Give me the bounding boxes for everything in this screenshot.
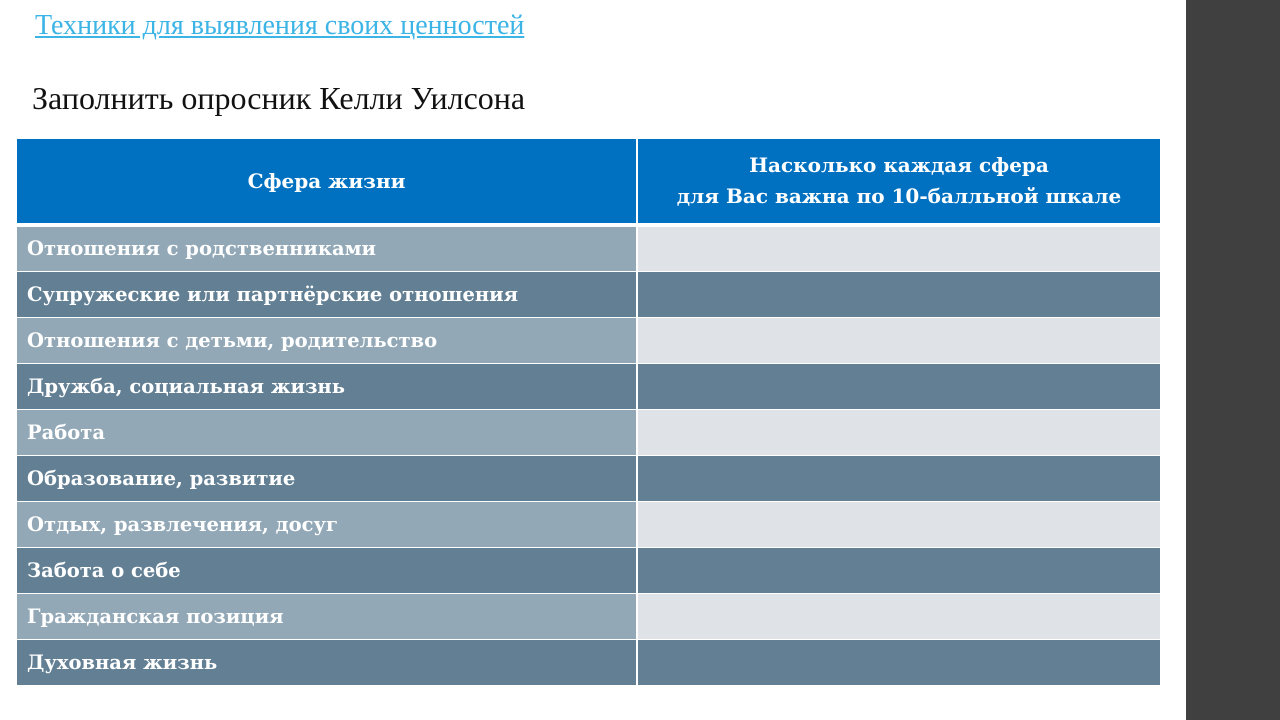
sphere-cell: Отдых, развлечения, досуг bbox=[17, 501, 637, 547]
table-row bbox=[17, 639, 1160, 685]
table-row bbox=[17, 409, 1160, 455]
score-cell[interactable] bbox=[637, 317, 1160, 363]
score-cell[interactable] bbox=[637, 593, 1160, 639]
sphere-cell: Духовная жизнь bbox=[17, 639, 637, 685]
score-cell[interactable] bbox=[637, 455, 1160, 501]
side-panel bbox=[1186, 0, 1280, 720]
table-row bbox=[17, 501, 1160, 547]
sphere-cell: Отношения с детьми, родительство bbox=[17, 317, 637, 363]
score-cell[interactable] bbox=[637, 225, 1160, 271]
table-row bbox=[17, 547, 1160, 593]
kelly-wilson-questionnaire-table bbox=[17, 139, 1160, 686]
score-cell[interactable] bbox=[637, 639, 1160, 685]
sphere-cell: Работа bbox=[17, 409, 637, 455]
score-cell[interactable] bbox=[637, 363, 1160, 409]
table-row bbox=[17, 593, 1160, 639]
header-sphere: Сфера жизни bbox=[17, 139, 637, 225]
sphere-cell: Гражданская позиция bbox=[17, 593, 637, 639]
sphere-cell: Дружба, социальная жизнь bbox=[17, 363, 637, 409]
score-cell[interactable] bbox=[637, 501, 1160, 547]
score-cell[interactable] bbox=[637, 547, 1160, 593]
table-header-row bbox=[17, 139, 1160, 225]
slide-subtitle: Заполнить опросник Келли Уилсона bbox=[32, 80, 526, 116]
table-row bbox=[17, 363, 1160, 409]
table-row bbox=[17, 317, 1160, 363]
sphere-cell: Забота о себе bbox=[17, 547, 637, 593]
techniques-link[interactable]: Техники для выявления своих ценностей bbox=[35, 10, 525, 41]
table-row bbox=[17, 455, 1160, 501]
table-row bbox=[17, 225, 1160, 271]
header-importance bbox=[637, 139, 1160, 225]
score-cell[interactable] bbox=[637, 409, 1160, 455]
score-cell[interactable] bbox=[637, 271, 1160, 317]
sphere-cell: Отношения с родственниками bbox=[17, 225, 637, 271]
header-importance-line1: Насколько каждая сфера bbox=[749, 153, 1049, 177]
header-importance-line2: для Вас важна по 10-балльной шкале bbox=[676, 184, 1122, 208]
sphere-cell: Образование, развитие bbox=[17, 455, 637, 501]
table-row bbox=[17, 271, 1160, 317]
sphere-cell: Супружеские или партнёрские отношения bbox=[17, 271, 637, 317]
